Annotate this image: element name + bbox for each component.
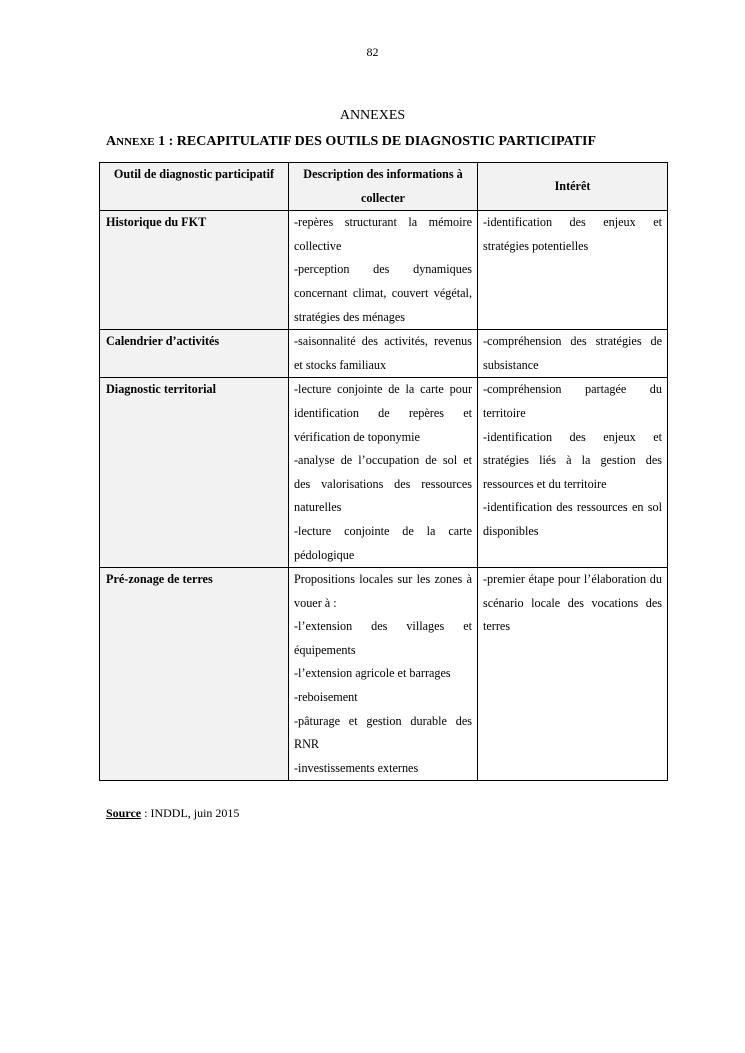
annex-title-prefix-cap: A — [106, 134, 117, 149]
row-interest — [478, 378, 668, 568]
annex-title-prefix-small: NNEXE — [116, 136, 155, 148]
description-line: -investissements externes — [294, 760, 419, 775]
row-interest — [478, 568, 668, 781]
description-line: -l’extension agricole et barrages — [294, 666, 451, 681]
table-row — [100, 568, 668, 781]
interest-line: -identification des enjeux et stratégies liés à la gestion des ressources et du territoire — [483, 429, 662, 491]
description-line: -saisonnalité des activités, revenus et stocks familiaux — [294, 334, 472, 372]
description-line: Propositions locales sur les zones à vouer à : — [294, 572, 472, 610]
annex-heading: ANNEXES — [339, 108, 406, 123]
description-line: -pâturage et gestion durable des RNR — [294, 713, 472, 752]
source-text: : INDDL, juin 2015 — [141, 806, 240, 820]
header-interet: Intérêt — [478, 163, 668, 211]
description-line: -l’extension des villages et équipements — [294, 619, 472, 657]
description-line: -perception des dynamiques concernant climat, couvert végétal, stratégies des ménages — [294, 262, 472, 324]
interest-line: -compréhension partagée du territoire — [483, 382, 662, 420]
page-number: 82 — [366, 45, 379, 59]
annex-title — [106, 134, 706, 150]
interest-line: -compréhension des stratégies de subsistance — [483, 334, 662, 372]
annex-title-text: 1 : RECAPITULATIF DES OUTILS DE DIAGNOSTIC PARTICIPATIF — [154, 134, 596, 149]
table-row — [100, 211, 668, 330]
header-outil: Outil de diagnostic participatif — [100, 163, 289, 211]
row-interest — [478, 330, 668, 378]
row-description — [289, 330, 478, 378]
table-header-row — [100, 163, 668, 211]
source-label: Source — [106, 806, 142, 820]
table-row — [100, 378, 668, 568]
row-description — [289, 568, 478, 781]
row-interest — [478, 211, 668, 330]
description-line: -reboisement — [294, 690, 358, 705]
row-description — [289, 378, 478, 568]
diagnostic-tools-table — [99, 162, 668, 781]
header-description: Description des informations à collecter — [289, 163, 478, 211]
interest-line: -identification des enjeux et stratégies potentielles — [483, 215, 662, 253]
row-tool-name: Calendrier d’activités — [100, 330, 289, 378]
table-row — [100, 330, 668, 378]
source-note — [106, 806, 239, 821]
description-line: -lecture conjointe de la carte pour identification de repères et vérification de toponymie — [294, 382, 472, 444]
description-line: -lecture conjointe de la carte pédologique — [294, 523, 472, 562]
row-tool-name: Diagnostic territorial — [100, 378, 289, 568]
description-line: -analyse de l’occupation de sol et des valorisations des ressources naturelles — [294, 453, 472, 515]
row-tool-name: Pré-zonage de terres — [100, 568, 289, 781]
interest-line: -premier étape pour l’élaboration du scénario locale des vocations des terres — [483, 572, 662, 634]
row-tool-name: Historique du FKT — [100, 211, 289, 330]
interest-line: -identification des ressources en sol disponibles — [483, 500, 662, 538]
description-line: -repères structurant la mémoire collective — [294, 215, 472, 253]
row-description — [289, 211, 478, 330]
